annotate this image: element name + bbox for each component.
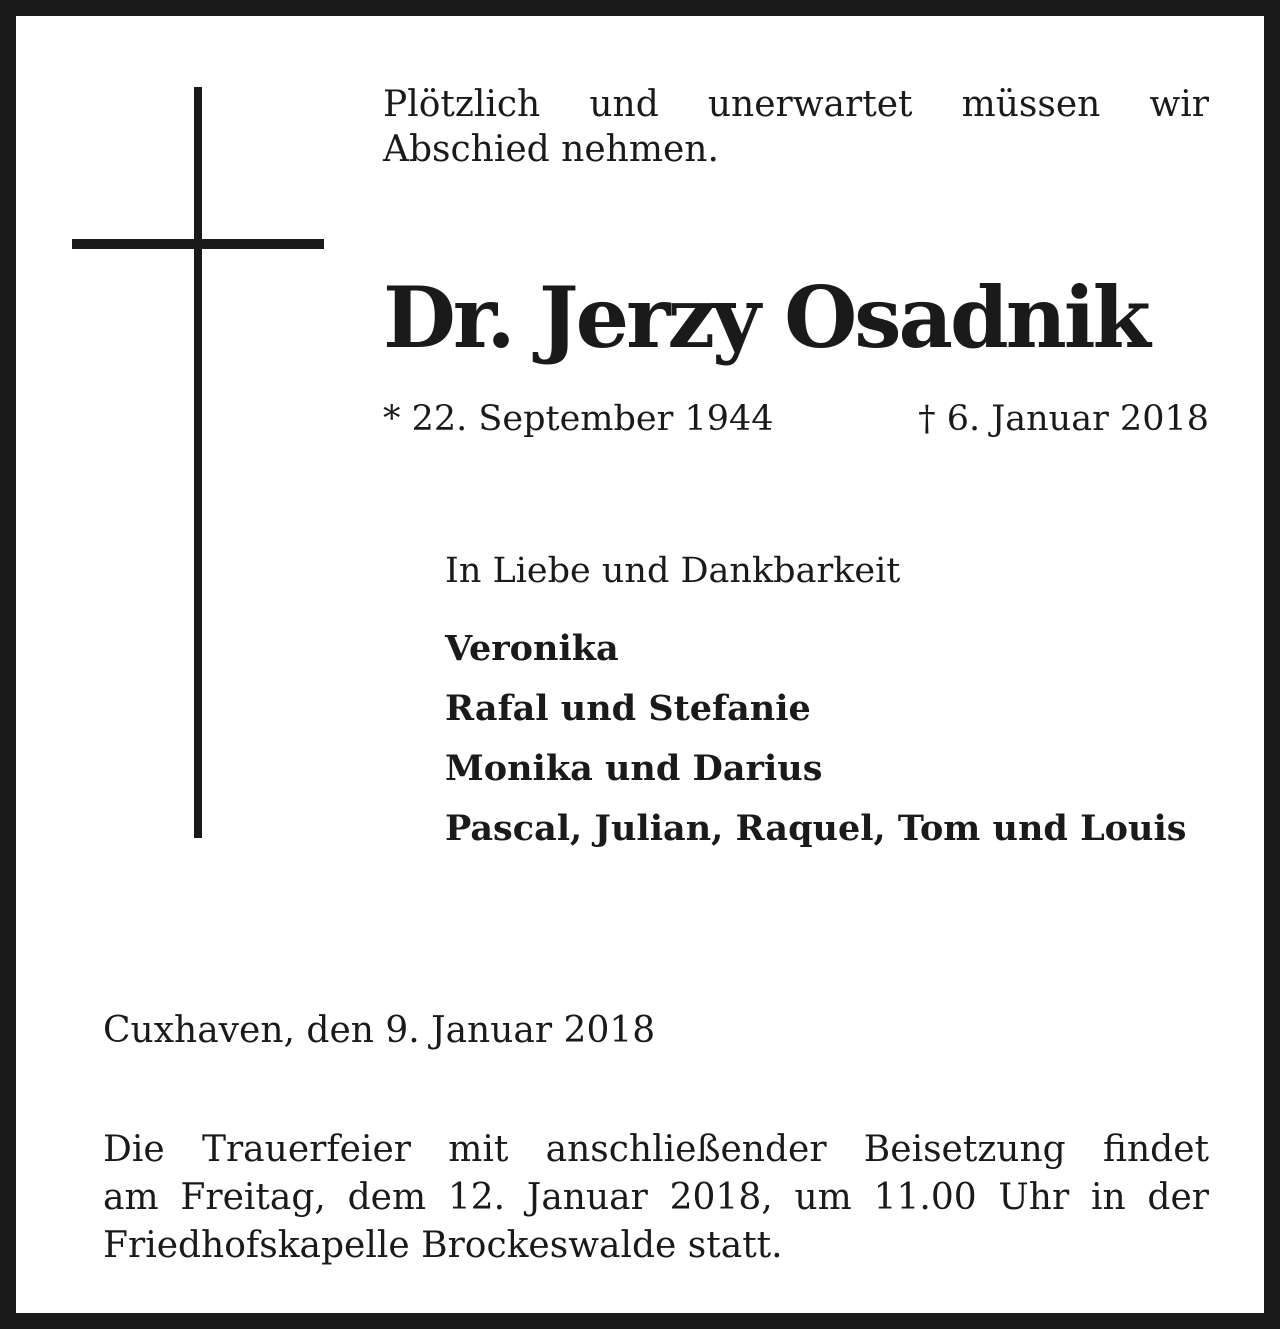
family-member: Pascal, Julian, Raquel, Tom und Louis: [445, 808, 1187, 849]
place-and-date: Cuxhaven, den 9. Januar 2018: [103, 1010, 656, 1051]
deceased-name: Dr. Jerzy Osadnik: [383, 268, 1148, 367]
family-member: Veronika: [445, 628, 619, 669]
intro-line-2: Abschied nehmen.: [383, 129, 719, 170]
family-intro: In Liebe und Dankbarkeit: [445, 551, 901, 591]
death-date: † 6. Januar 2018: [918, 399, 1209, 439]
ceremony-line-1: Die Trauerfeier mit anschließender Beisetzung findet: [103, 1129, 1209, 1170]
family-member: Monika und Darius: [445, 748, 823, 789]
ceremony-info: [103, 1126, 1209, 1270]
birth-date: * 22. September 1944: [383, 399, 774, 439]
cross-horizontal-bar: [72, 239, 324, 249]
family-list: [445, 619, 1186, 859]
ceremony-line-2: am Freitag, dem 12. Januar 2018, um 11.00 Uhr in der: [103, 1177, 1209, 1218]
cross-vertical-bar: [194, 87, 202, 838]
ceremony-line-3: Friedhofskapelle Brockeswalde statt.: [103, 1225, 783, 1266]
intro-text: [383, 82, 1209, 172]
family-member: Rafal und Stefanie: [445, 688, 811, 729]
intro-line-1: Plötzlich und unerwartet müssen wir: [383, 84, 1209, 125]
life-dates: [383, 396, 1209, 442]
